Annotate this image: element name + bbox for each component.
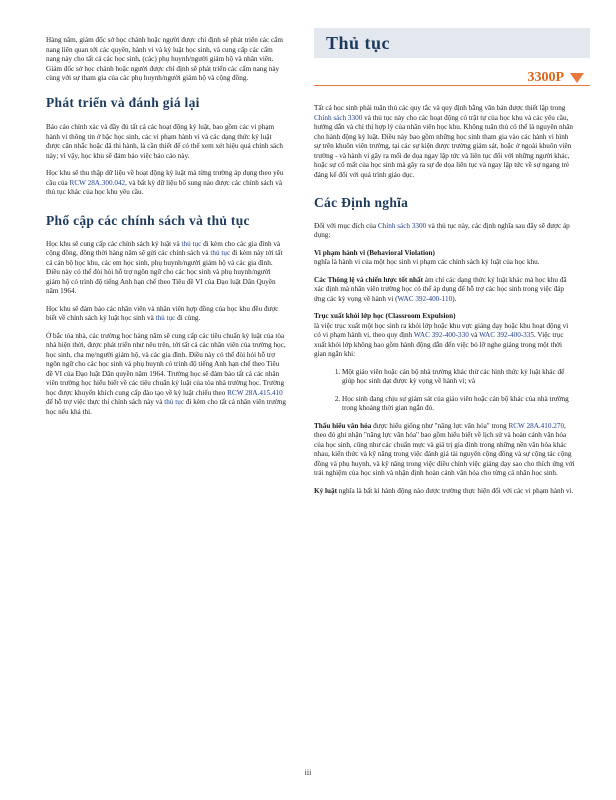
text-span: đi kèm cho tất cả nhân viên trường học nếu khả thi. — [46, 398, 286, 416]
rcw-link[interactable]: RCW — [69, 178, 86, 187]
text-span: Ở bắc tòa nhà, các trường học hàng năm sẽ cung cấp các tiêu chuẩn kỷ luật của tòa nhà hiện thời, được phát triển như nêu trên, tới tất cả các nhân viên của trường học, học sinh, cha mẹ/người giám hộ, và các gia đình. Điều này có thể đòi hỏi hỗ trợ ngôn ngữ cho các học sinh và phụ huynh có trình độ tiếng Anh hạn chế theo Tiêu đề VI của Đạo luật Dân quyền năm 1964. Trường học sẽ đảm bảo tất cả các nhân viên trường học hiểu biết về các tiêu chuẩn kỷ luật của tòa nhà trường học. Trường học được khuyến khích cung cấp đào tạo về kỷ luật chiếu theo — [46, 331, 286, 397]
text-span: Tất cả học sinh phải tuân thủ các quy tắc và quy định bằng văn bản được thiết lập trong — [314, 104, 566, 112]
policy-code: 3300P — [527, 70, 564, 85]
policy-link[interactable]: Chính sách 3300 — [314, 113, 363, 122]
rcw-link-number[interactable]: 28A.415.410 — [245, 388, 283, 397]
text-span: để hỗ trợ việc thực thi chính sách này và — [46, 398, 163, 407]
definition-best-practices — [314, 276, 576, 305]
text-span: là việc trục xuất một học sinh ra khỏi lớp hoặc khu vực giảng dạy hoặc khu hoạt động vì có vi phạm hành vi, theo quy định — [314, 321, 569, 340]
term: Trục xuất khỏi lớp học (Classroom Expulsion) — [314, 312, 456, 321]
text-span: Đối với mục đích của — [314, 221, 377, 230]
definition-discipline — [314, 487, 576, 497]
development-paragraph-1: Báo cáo chính xác và đầy đủ tất cả các hoạt động kỷ luật, bao gồm các vi phạm hành vi thông tin ở bậc học sinh, các vi phạm hành vi và các dạng thức kỷ luật được cân nhắc hoặc đã thi hành, là cần thiết để có thể xem xét hiệu quả chính sách này; vì vậy, học khu sẽ đảm bảo việc báo cáo này. — [46, 123, 284, 160]
text-span: và thủ tục này cho các hoạt động có trật tự của học khu và các yêu cầu, hướng dẫn và chỉ thị hợp lý của nhân viên học khu. Không tuân thủ có thể là nguyên nhân cho hành động kỷ luật. Điều này bao gồm những học sinh tham gia vào các hành vi hình sự trên khuôn viên trường, tại các sự kiện được trường giám sát, hoặc ở ngoài khuôn viên trường - và hành vi gây ra mối đe dọa ngay lập tức và liên tục đối với những người khác, hoặc sự cố mất của học sinh mà gây ra sự đe dọa liên tục và ngay lập tức về sự ngang trẻ đáng kể đối với quá trình giáo dục. — [314, 113, 574, 179]
definition-classroom-expulsion — [314, 312, 576, 360]
text-span: ám chỉ các dạng thức kỷ luật khác mà học khu đã xác định mà nhân viên trường học có thể áp dụng để hỗ trợ các học sinh trong việc đáp ứng các kỳ vọng về hành vi ( — [314, 275, 567, 303]
policy-code-row — [314, 68, 590, 88]
term: Vi phạm hành vi (Behavioral Violation) — [314, 248, 435, 257]
term: Thấu hiểu văn hóa — [314, 421, 372, 430]
right-intro-paragraph — [314, 104, 576, 180]
dissemination-paragraph-1 — [46, 240, 286, 297]
list-item: 1. Một giáo viên hoặc cán bộ nhà trường khác thừ các hình thức kỷ luật khác để giúp học sinh đạt được kỳ vọng về hành vi; và — [342, 368, 576, 387]
triangle-down-icon — [570, 73, 584, 83]
text-span: , và bất kỳ dữ liệu bổ sung nào được các chính sách và thủ tục khác của học khu yêu cầu. — [46, 178, 283, 197]
intro-paragraph: Hàng năm, giám đốc sở học chánh hoặc người được chỉ định sẽ phát triển các cẩm nang liên quan tới các quyền, hành vi và kỷ luật học sinh, và cung cấp các cẩm nang này cho tất cả các học sinh, (các) phụ huynh/người giám hộ và nhân viên. Giám đốc sở học chánh hoặc người được chỉ định sẽ phát triển các cẩm nang này cùng với sự tham gia của các phụ huynh/người giám hộ và cộng đồng. — [46, 36, 283, 82]
wac-link[interactable]: WAC 392-400-110 — [397, 294, 453, 303]
dissemination-paragraph-3 — [46, 332, 286, 418]
wac-link[interactable]: WAC 392-400-335 — [479, 331, 534, 340]
text-span: được hiểu giống như "năng lực văn hóa" trong — [373, 421, 507, 430]
policy-link[interactable]: Chính sách 3300 — [377, 221, 427, 230]
term: Các Thông lệ và chiến lược tốt nhất — [314, 275, 423, 284]
expulsion-exceptions-list — [314, 368, 576, 414]
definition-behavioral-violation — [314, 249, 576, 268]
procedure-link[interactable]: thủ tục — [155, 314, 176, 323]
list-item: 2. Học sinh đang chịu sự giám sát của giáo viên hoặc cán bộ khác của nhà trường trong khoảng thời gian ngắn đó. — [342, 395, 576, 414]
heading-dissemination: Phổ cập các chính sách và thủ tục — [46, 212, 250, 228]
rcw-link[interactable]: RCW — [227, 388, 244, 397]
heading-definitions: Các Định nghĩa — [314, 195, 409, 210]
text-span: . Việc trục xuất khỏi lớp không bao gồm hành động dẫn đến việc bỏ lỡ nghe giảng trong một thời gian ngắn khi: — [314, 331, 564, 359]
text-span: Học khu sẽ thu thập dữ liệu về hoạt động kỷ luật mà từng trường áp dụng theo yêu cầu của — [46, 169, 284, 187]
text-span: nghĩa là bất kì hành động nào được trường thực hiện đối với các vi phạm hành vi. — [338, 486, 574, 495]
text-span: đi cùng. — [177, 314, 201, 323]
development-paragraph-2 — [46, 169, 286, 198]
wac-link[interactable]: WAC 392-400-330 — [413, 331, 469, 340]
title-bar — [314, 28, 590, 58]
dissemination-paragraph-2 — [46, 305, 286, 324]
text-span: Học khu sẽ đảm bảo các nhân viên và nhân viên hợp đồng của học khu đều được biết về chính sách kỷ luật học sinh và — [46, 304, 279, 323]
text-span: , theo đó ghi nhận "năng lực văn hóa" bao gồm hiểu biết về lịch sử và hoàn cảnh văn hóa của học sinh, cũng như các chuẩn mực và giá trị gia đình trong những nền văn hóa khác nhau, kiến thức và kỹ năng trong việc đánh giá tài nguyên cộng đồng và sự cộng tác cộng đồng và phụ huynh, và kỹ năng trong việc điều chỉnh việc giảng dạy sao cho thích ứng với trải nghiệm của học sinh và nhận định hoàn cảnh văn hóa cho từng cá nhân học sinh. — [314, 421, 575, 478]
page-number: iii — [304, 768, 312, 777]
page-title: Thủ tục — [326, 33, 391, 53]
term: Kỷ luật — [314, 486, 337, 495]
rcw-link-number[interactable]: 28A.300.042 — [87, 178, 126, 187]
right-column — [314, 104, 576, 504]
procedure-link[interactable]: thủ tục — [210, 249, 231, 258]
left-column — [46, 36, 286, 425]
text-span: và — [470, 331, 478, 340]
text-span: đi kèm này tới tất cả cán bộ học khu, các em học sinh, phụ huynh/người giám hộ và các gia đình. Điều này có thể đòi hỏi hỗ trợ ngôn ngữ cho các học sinh và phụ huynh/người giám hộ có trình độ tiếng Anh hạn chế theo Tiêu đề VI của Đạo luật Dân Quyền năm 1964. — [46, 249, 283, 296]
definitions-intro — [314, 222, 576, 241]
definition-cultural-competence — [314, 422, 576, 479]
heading-development: Phát triển và đánh giá lại — [46, 94, 200, 110]
text-span: Học khu sẽ cung cấp các chính sách kỷ luật và — [46, 239, 180, 248]
text-span: ). — [452, 294, 457, 303]
procedure-link[interactable]: thủ tục — [181, 239, 202, 248]
text-span: đi kèm cho các gia đình và cộng đồng, đồng thời hàng năm sẽ gửi các chính sách và — [46, 239, 281, 258]
text-span: nghĩa là hành vi của một học sinh vi phạm các chính sách kỷ luật của học khu. — [314, 258, 540, 267]
rcw-link[interactable]: RCW 28A.410.270 — [508, 421, 565, 430]
procedure-link[interactable]: thủ tục — [164, 398, 185, 407]
text-span: và thủ tục này, các định nghĩa sau đây sẽ được áp dụng: — [314, 221, 570, 240]
